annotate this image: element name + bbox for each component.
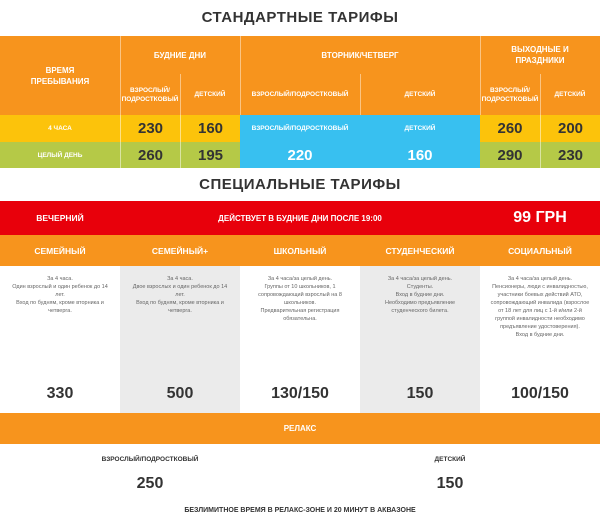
tariff-price: 330 bbox=[46, 385, 74, 402]
evening-tariff-bar bbox=[0, 201, 600, 235]
standard-header bbox=[0, 36, 600, 115]
tariff-price: 150 bbox=[406, 385, 434, 402]
relax-body bbox=[0, 444, 600, 523]
weekend-child-price: 200 bbox=[540, 115, 600, 142]
table-row-fullday bbox=[0, 142, 600, 168]
relax-header: РЕЛАКС bbox=[0, 413, 600, 444]
row-label: 4 ЧАСА bbox=[0, 115, 120, 142]
tt-child-label: ДЕТСКИЙ bbox=[360, 115, 480, 142]
weekday-adult-price: 230 bbox=[120, 115, 180, 142]
sub-weekday-child: ДЕТСКИЙ bbox=[194, 91, 226, 98]
tariff-desc: За 4 часа/за целый день. Студенты. Вход в будние дни. Необходимо предъявление студенческого билета. bbox=[384, 276, 456, 314]
sub-weekend-adult: ВЗРОСЛЫЙ/ ПОДРОСТКОВЫЙ bbox=[481, 86, 539, 103]
sub-weekday-adult: ВЗРОСЛЫЙ/ ПОДРОСТКОВЫЙ bbox=[121, 86, 179, 103]
group-tue-thu: ВТОРНИК/ЧЕТВЕРГ bbox=[321, 50, 399, 60]
relax-child-price: 150 bbox=[436, 475, 464, 492]
tariff-name: СТУДЕНЧЕСКИЙ bbox=[360, 235, 480, 266]
weekday-adult-price: 260 bbox=[120, 142, 180, 168]
sub-tt-adult: ВЗРОСЛЫЙ/ПОДРОСТКОВЫЙ bbox=[251, 91, 349, 98]
tariff-student bbox=[360, 235, 480, 413]
evening-condition: ДЕЙСТВУЕТ В БУДНИЕ ДНИ ПОСЛЕ 19:00 bbox=[218, 213, 382, 223]
relax-note: БЕЗЛИМИТНОЕ ВРЕМЯ В РЕЛАКС-ЗОНЕ И 20 МИНУТ В АКВАЗОНЕ bbox=[184, 506, 416, 514]
standard-title: СТАНДАРТНЫЕ ТАРИФЫ bbox=[201, 9, 399, 26]
tariff-name: СЕМЕЙНЫЙ bbox=[0, 235, 120, 266]
tariff-school bbox=[240, 235, 360, 413]
tariff-desc: За 4 часа. Двое взрослых и один ребенок до 14 лет. Вход по будням, кроме вторника и четверга. bbox=[132, 276, 228, 314]
tt-child-price: 160 bbox=[360, 142, 480, 168]
tt-adult-label: ВЗРОСЛЫЙ/ПОДРОСТКОВЫЙ bbox=[240, 115, 360, 142]
duration-header: ВРЕМЯ ПРЕБЫВАНИЯ bbox=[30, 65, 90, 86]
tariff-social bbox=[480, 235, 600, 413]
sub-weekend-child: ДЕТСКИЙ bbox=[554, 91, 586, 98]
relax-child-label: ДЕТСКИЙ bbox=[434, 455, 466, 463]
tariff-price: 130/150 bbox=[271, 385, 329, 402]
tt-adult-price: 220 bbox=[240, 142, 360, 168]
evening-price: 99 ГРН bbox=[513, 209, 567, 226]
weekday-child-price: 160 bbox=[180, 115, 240, 142]
row-label: ЦЕЛЫЙ ДЕНЬ bbox=[0, 142, 120, 168]
special-tariffs bbox=[0, 235, 600, 413]
relax-adult-price: 250 bbox=[136, 475, 164, 492]
group-weekdays: БУДНИЕ ДНИ bbox=[153, 50, 207, 60]
tariff-price: 500 bbox=[166, 385, 194, 402]
tariff-desc: За 4 часа/за целый день. Пенсионеры, люди с инвалидностью, участники боевых действий АТО, сопровождающий инвалида (взрослое от 18 лет для лиц с 1-й и/или 2-й группой инвалидности необходимо предъявление удостоверения). Вход в будние дни. bbox=[490, 276, 590, 338]
tariff-name: СЕМЕЙНЫЙ+ bbox=[120, 235, 240, 266]
tariff-price: 100/150 bbox=[511, 385, 569, 402]
tariff-family-plus bbox=[120, 235, 240, 413]
weekday-child-price: 195 bbox=[180, 142, 240, 168]
group-weekends: ВЫХОДНЫЕ И ПРАЗДНИКИ bbox=[511, 45, 569, 65]
weekend-adult-price: 260 bbox=[480, 115, 540, 142]
tariff-family bbox=[0, 235, 120, 413]
tariff-name: СОЦИАЛЬНЫЙ bbox=[480, 235, 600, 266]
standard-table bbox=[0, 36, 600, 168]
tariff-desc: За 4 часа/за целый день. Группы от 10 школьников, 1 сопровождающий взрослый на 8 школьников. Предварительная регистрация обязательна. bbox=[258, 276, 342, 322]
weekend-child-price: 230 bbox=[540, 142, 600, 168]
relax-adult-label: ВЗРОСЛЫЙ/ПОДРОСТКОВЫЙ bbox=[101, 455, 199, 463]
weekend-adult-price: 290 bbox=[480, 142, 540, 168]
tariff-name: ШКОЛЬНЫЙ bbox=[240, 235, 360, 266]
special-title: СПЕЦИАЛЬНЫЕ ТАРИФЫ bbox=[199, 176, 401, 193]
table-row-4h bbox=[0, 115, 600, 142]
tariff-desc: За 4 часа. Один взрослый и один ребенок до 14 лет. Вход по будням, кроме вторника и четверга. bbox=[12, 276, 108, 314]
sub-tt-child: ДЕТСКИЙ bbox=[404, 91, 436, 98]
evening-label: ВЕЧЕРНИЙ bbox=[36, 213, 84, 223]
